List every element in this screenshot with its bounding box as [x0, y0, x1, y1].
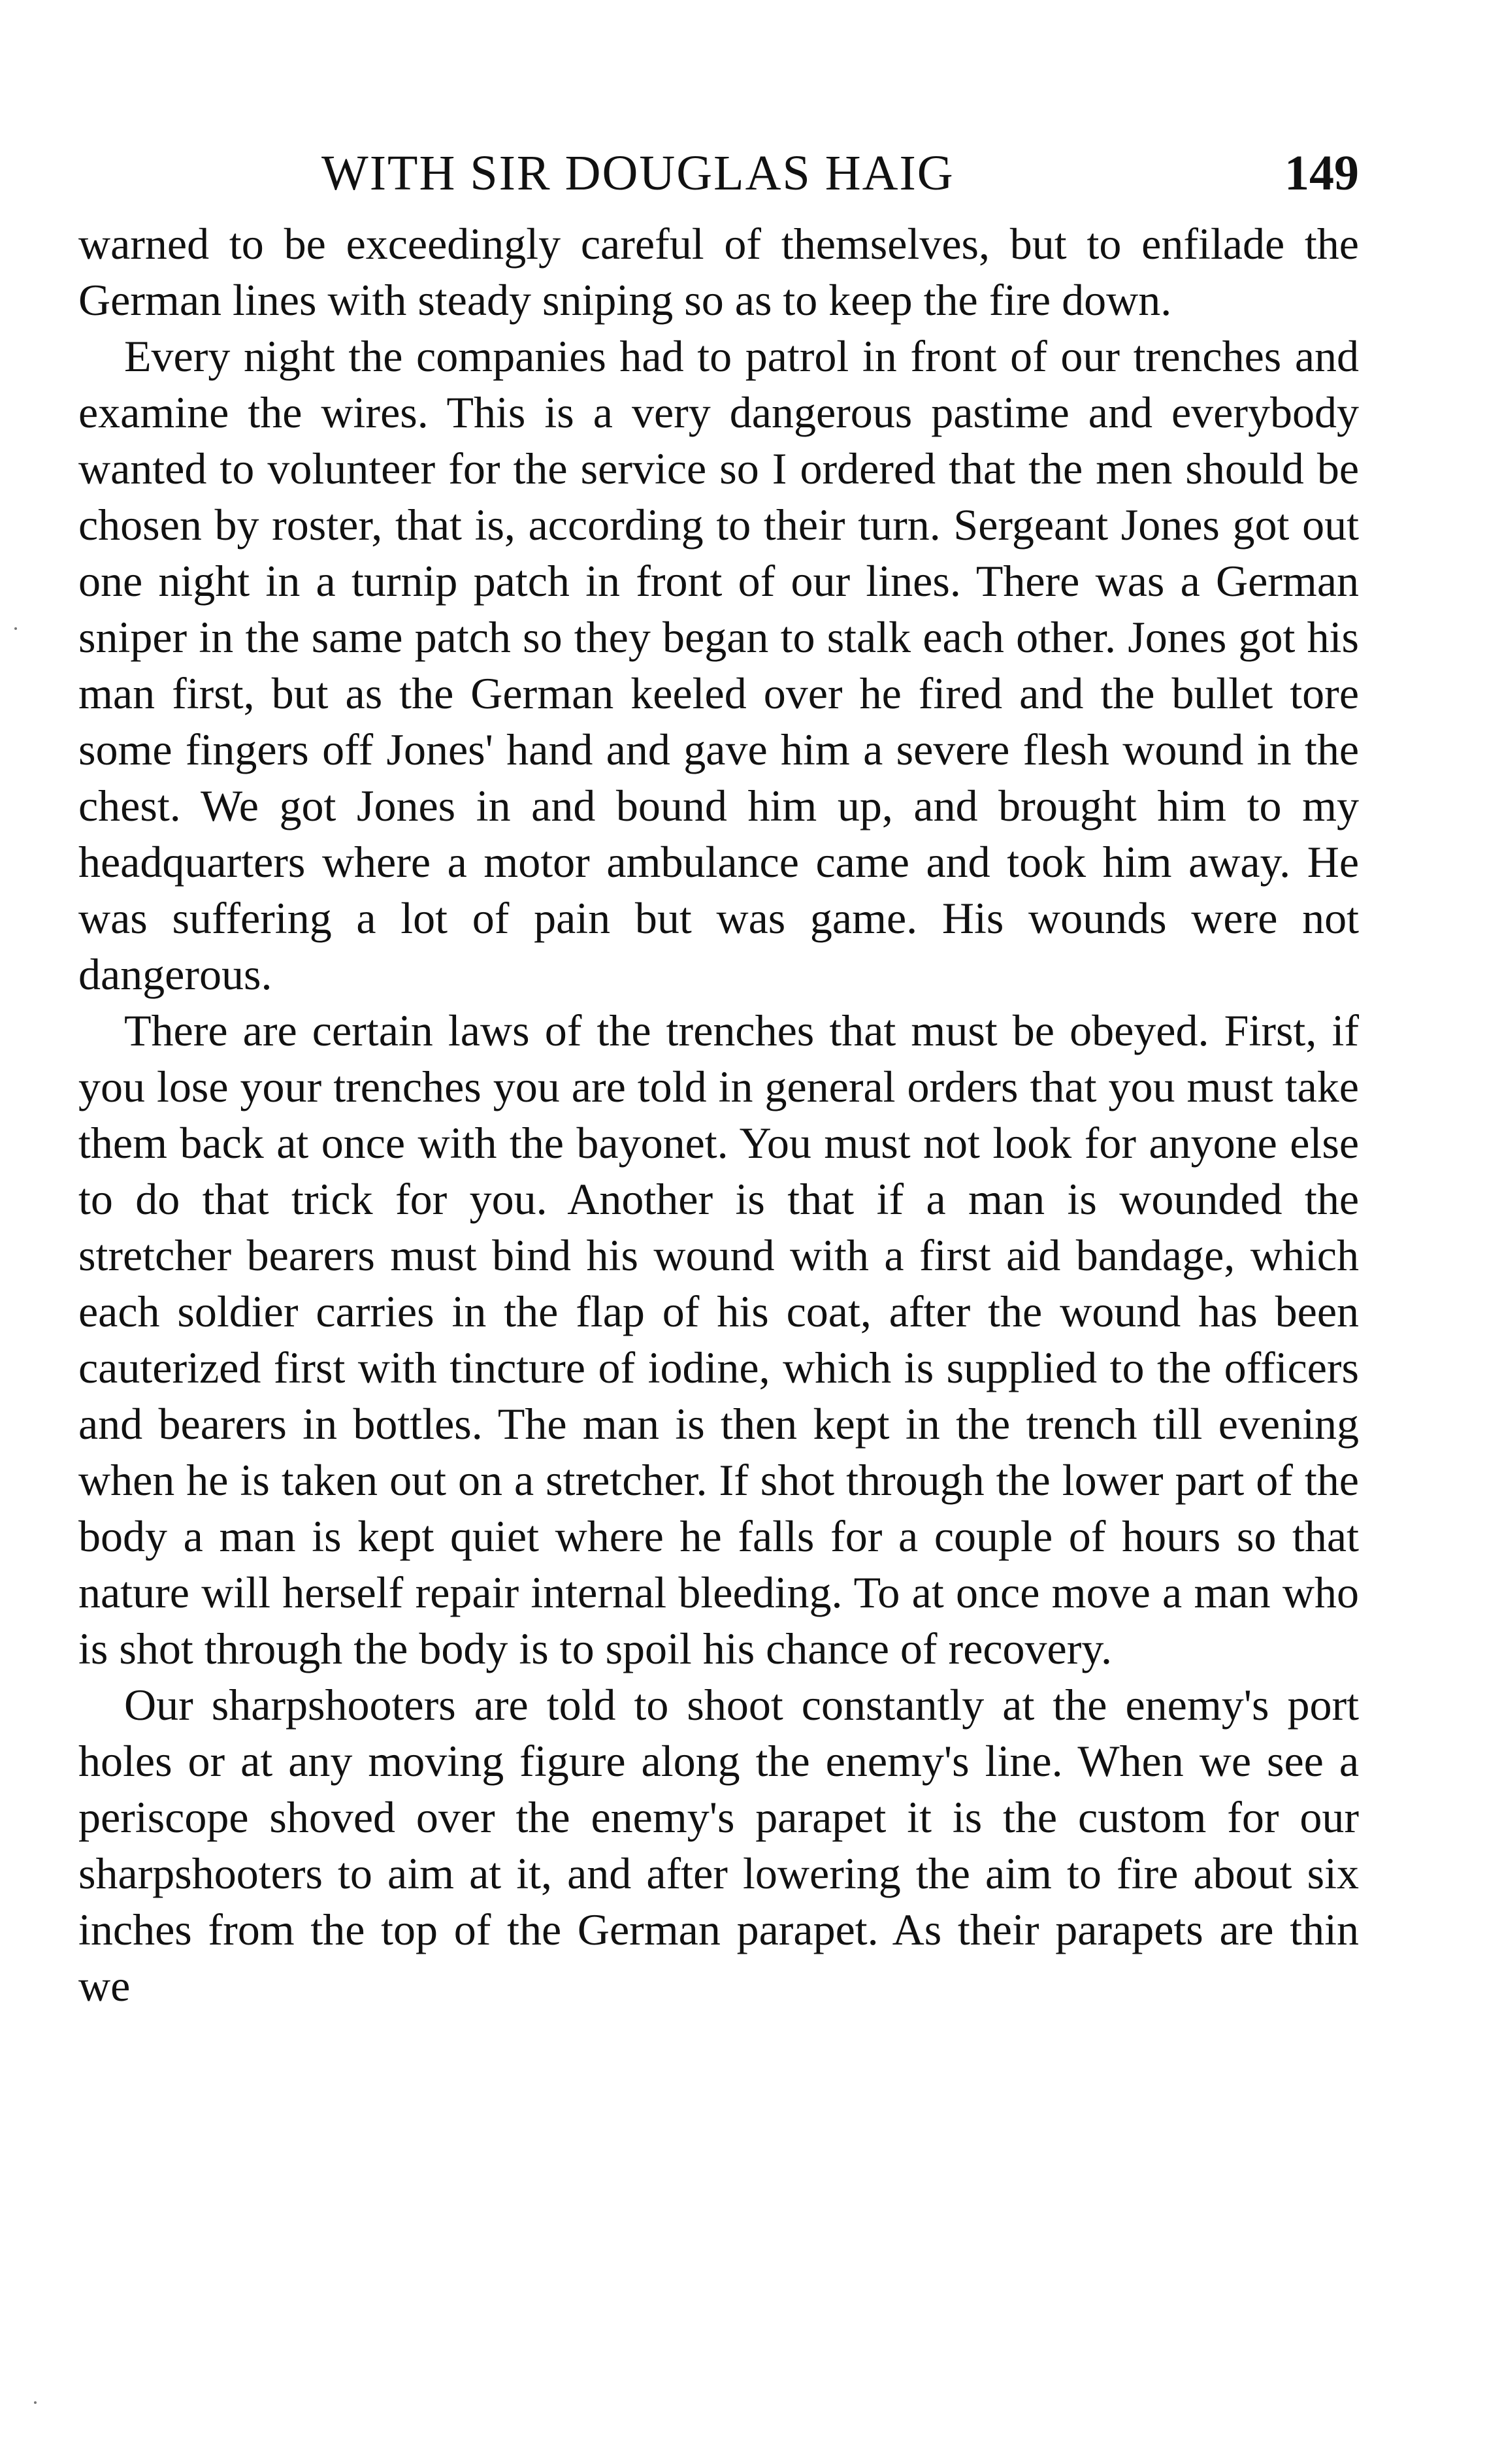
- running-title: WITH SIR DOUGLAS HAIG: [321, 146, 955, 201]
- book-page: [78, 131, 1359, 2014]
- scan-speck: [14, 627, 17, 630]
- body-text: [78, 216, 1359, 2014]
- page-number: 149: [1284, 146, 1359, 201]
- paragraph-continued: warned to be exceedingly careful of themselves, but to enfilade the German lines with steady sniping so as to keep the fire down.: [78, 219, 1359, 325]
- paragraph-trench-laws: There are certain laws of the trenches that must be obeyed. First, if you lose your trenches you are told in general orders that you must take them back at once with the bayonet. You must not look for anyone else to do that trick for you. Another is that if a man is wounded the stretcher bearers must bind his wound with a first aid bandage, which each soldier carries in the flap of his coat, after the wound has been cauterized first with tincture of iodine, which is supplied to the officers and bearers in bottles. The man is then kept in the trench till evening when he is taken out on a stretcher. If shot through the lower part of the body a man is kept quiet where he falls for a couple of hours so that nature will herself repair internal bleeding. To at once move a man who is shot through the body is to spoil his chance of recovery.: [78, 1006, 1359, 1673]
- paragraph-patrol: Every night the companies had to patrol in front of our trenches and examine the wires. This is a very dangerous pastime and everybody wanted to volunteer for the service so I ordered that the men should be chosen by roster, that is, according to their turn. Sergeant Jones got out one night in a turnip patch in front of our lines. There was a German sniper in the same patch so they began to stalk each other. Jones got his man first, but as the German keeled over he fired and the bullet tore some fingers off Jones' hand and gave him a severe flesh wound in the chest. We got Jones in and bound him up, and brought him to my headquarters where a motor ambulance came and took him away. He was suffering a lot of pain but was game. His wounds were not dangerous.: [78, 331, 1359, 999]
- paragraph-sharpshooters: Our sharpshooters are told to shoot constantly at the enemy's port holes or at any moving figure along the enemy's line. When we see a periscope shoved over the enemy's parapet it is the custom for our sharpshooters to aim at it, and after lowering the aim to fire about six inches from the top of the German parapet. As their parapets are thin we: [78, 1680, 1359, 2011]
- scan-speck: [34, 2401, 37, 2404]
- running-head: [78, 131, 1359, 216]
